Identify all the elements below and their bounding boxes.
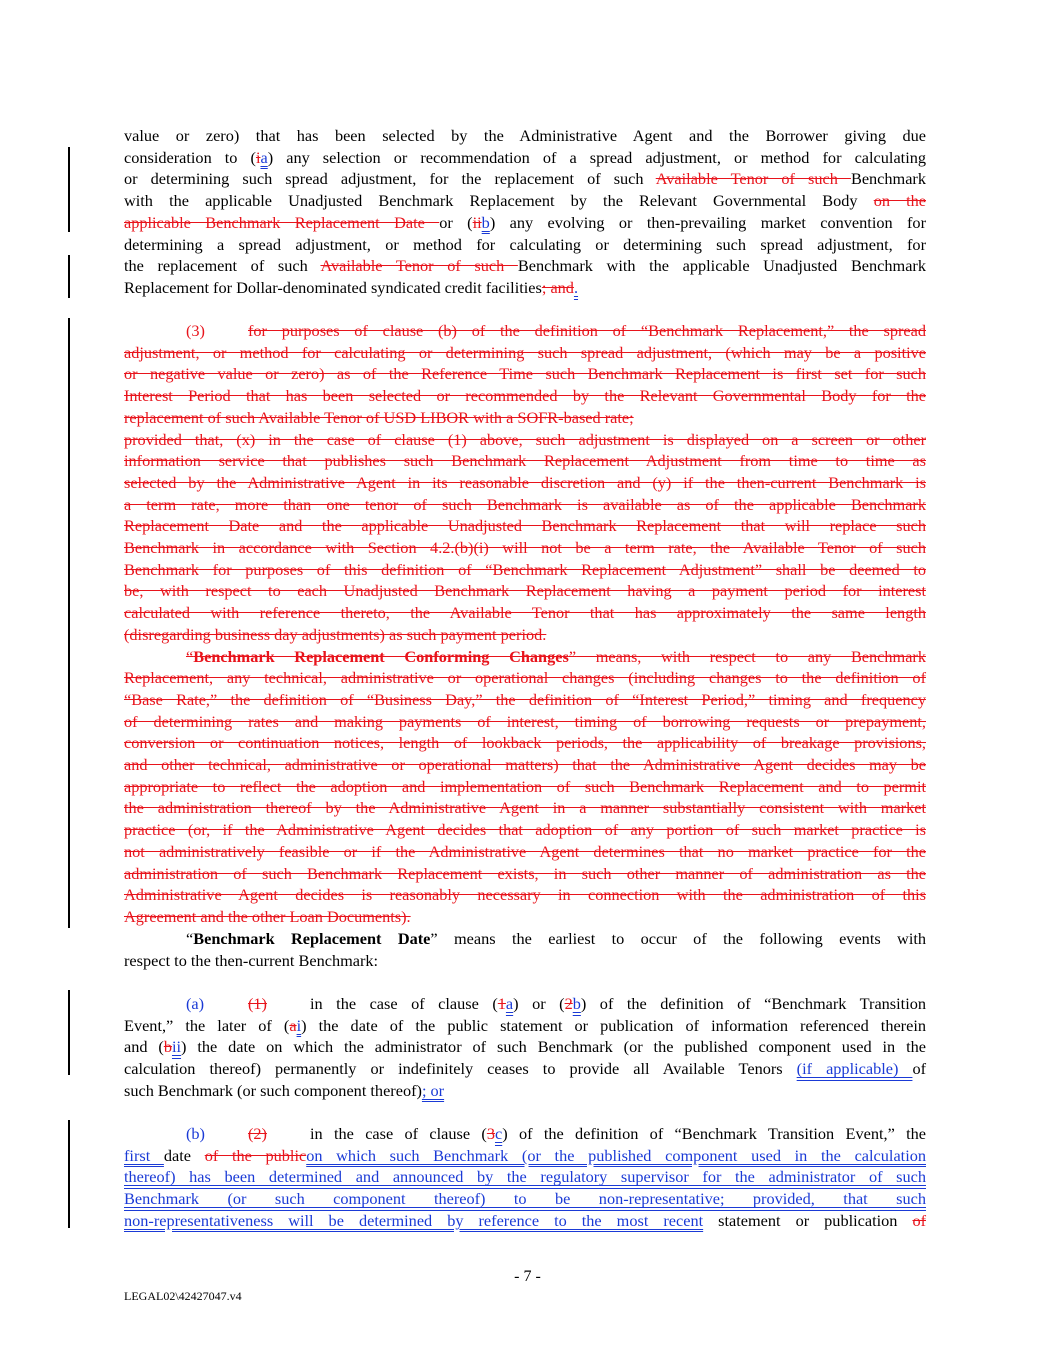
inserted-text: a	[260, 147, 268, 167]
text-line: replacement of such Available Tenor of USD LIBOR with a SOFR-based rate;	[124, 407, 634, 427]
text-line: value or zero) that has been selected by the Administrative Agent and the Borrower giving due	[124, 126, 926, 145]
text-line: or determining such spread adjustment, for the replacement of such Available Tenor of such Benchmark	[124, 169, 926, 189]
text-line: appropriate to reflect the adoption and implementation of such Benchmark Replacement and to permit	[124, 776, 926, 796]
text-line: calculation thereof) permanently or indefinitely ceases to provide all Available Tenors (if applicable) of	[124, 1059, 926, 1079]
inserted-text: .	[573, 277, 579, 297]
text-line: non-representativeness will be determined by reference to the most recent statement or publication of	[124, 1210, 926, 1230]
text-line: Administrative Agent decides is reasonably necessary in connection with the administration of this	[124, 885, 926, 905]
deleted-text: (1)	[248, 994, 267, 1013]
text-line: calculated with reference thereto, the Available Tenor that has approximately the same length	[124, 603, 926, 623]
text-line: Benchmark in accordance with Section 4.2.(b)(i) will not be a term rate, the Available Tenor of such	[124, 538, 926, 558]
text-line: the replacement of such Available Tenor of such Benchmark with the applicable Unadjusted Benchmark	[124, 256, 926, 276]
text-line: Replacement Date and the applicable Unadjusted Benchmark Replacement that will replace such	[124, 516, 926, 536]
text-line: with the applicable Unadjusted Benchmark Replacement by the Relevant Governmental Body on the	[124, 191, 926, 211]
text-line: applicable Benchmark Replacement Date or (iib) any evolving or then-prevailing market convention for	[124, 212, 926, 232]
deleted-text: a	[289, 1015, 297, 1035]
text-line: Replacement for Dollar-denominated syndicated credit facilities; and.	[124, 277, 579, 297]
text-line: determining a spread adjustment, or method for calculating or determining such spread adjustment, for	[124, 234, 926, 254]
text-line: be, with respect to each Unadjusted Benchmark Replacement having a payment period for interest	[124, 581, 926, 601]
deleted-text: b	[163, 1037, 172, 1057]
inserted-text: (if applicable)	[796, 1059, 913, 1079]
paragraph-benchmark-replacement-date	[124, 928, 926, 971]
text-line: information service that publishes such Benchmark Replacement Adjustment from time to time as	[124, 451, 926, 471]
deleted-text: 1	[497, 994, 506, 1013]
paragraph-clause-a	[124, 993, 926, 1102]
text-line: the administration thereof by the Administrative Agent in a manner substantially consistent with market	[124, 798, 926, 818]
change-bar	[68, 1120, 70, 1228]
change-bar	[68, 147, 70, 232]
text-line: first date of the publicon which such Benchmark (or the published component used in the calculation	[124, 1145, 926, 1165]
text-line: (disregarding business day adjustments) as such payment period.	[124, 624, 547, 644]
inserted-text: first	[124, 1145, 164, 1165]
text-line: or negative value or zero) as of the Reference Time such Benchmark Replacement is first set for such	[124, 364, 926, 384]
paragraph-deleted-clause-3	[124, 320, 926, 928]
text-line: “Benchmark Replacement Conforming Changes” means, with respect to any Benchmark	[186, 646, 926, 666]
change-bar	[68, 990, 70, 1075]
inserted-text: on which such Benchmark (or the published component used in the calculation	[306, 1145, 926, 1165]
inserted-text: ii	[171, 1037, 182, 1057]
text-line: a term rate, more than one tenor of such Benchmark is available as of the applicable Benchmark	[124, 494, 926, 514]
deleted-text: applicable Benchmark Replacement Date	[124, 212, 440, 232]
deleted-text: ii	[472, 212, 482, 232]
inserted-text: non-representativeness will be determined by reference to the most recent	[124, 1210, 704, 1230]
deleted-text: i	[255, 147, 261, 167]
inserted-text: Benchmark (or such component thereof) to be non-representative; provided, that such	[124, 1189, 926, 1209]
text-line: and (bii) the date on which the administrator of such Benchmark (or the published component used in the	[124, 1037, 926, 1057]
page-number: - 7 -	[514, 1268, 541, 1285]
deleted-text: Available Tenor of such	[655, 169, 851, 189]
inserted-text: (a)	[186, 994, 205, 1013]
text-line: consideration to (ia) any selection or recommendation of a spread adjustment, or method for calculating	[124, 147, 926, 167]
text-line: and other technical, administrative or operational matters) that the Administrative Agent decides may be	[124, 755, 926, 775]
text-line: of determining rates and making payments of interest, timing of borrowing requests or prepayment,	[124, 711, 926, 731]
inserted-text: thereof) has been determined and announced by the regulatory supervisor for the administrator of such	[124, 1167, 926, 1187]
deleted-text: of	[912, 1210, 926, 1230]
deleted-text: on the	[873, 191, 926, 211]
inserted-text: (b)	[186, 1124, 205, 1143]
text-line: respect to the then-current Benchmark:	[124, 950, 379, 970]
inserted-text: a	[505, 994, 514, 1013]
deleted-text: (2)	[248, 1124, 267, 1143]
inserted-text: c	[494, 1124, 503, 1143]
inserted-text: ; or	[421, 1080, 445, 1100]
change-bar	[68, 318, 70, 928]
text-line: Replacement, any technical, administrative or operational changes (including changes to the definition of	[124, 668, 926, 688]
text-line: such Benchmark (or such component thereof); or	[124, 1080, 445, 1100]
inserted-text: b	[572, 994, 581, 1013]
inserted-text: i	[296, 1015, 302, 1035]
text-line: Agreement and the other Loan Documents).	[124, 906, 411, 926]
text-line: administration of such Benchmark Replacement exists, in such other manner of administration as the	[124, 863, 926, 883]
text-line: Interest Period that has been selected or recommended by the Relevant Governmental Body for the	[124, 386, 926, 406]
text-line: Event,” the later of (ai) the date of the public statement or publication of information referenced therein	[124, 1015, 926, 1035]
text-line: adjustment, or method for calculating or determining such spread adjustment, (which may be a positive	[124, 342, 926, 362]
change-bar	[68, 255, 70, 298]
paragraph-clause-b	[124, 1123, 926, 1232]
text-line: (3) for purposes of clause (b) of the definition of “Benchmark Replacement,” the spread	[186, 321, 926, 340]
deleted-text: Available Tenor of such	[320, 256, 518, 276]
deleted-text: of the public	[204, 1145, 307, 1165]
text-line: (a) (1) in the case of clause (1a) or (2b) of the definition of “Benchmark Transition	[186, 994, 926, 1013]
text-line: conversion or continuation notices, length of lookback periods, the applicability of breakage provisions,	[124, 733, 926, 753]
document-id: LEGAL02\42427047.v4	[124, 1289, 242, 1303]
text-line: practice (or, if the Administrative Agent decides that adoption of any portion of such market practice is	[124, 820, 926, 840]
text-line: (b) (2) in the case of clause (3c) of the definition of “Benchmark Transition Event,” the	[186, 1124, 927, 1143]
inserted-text: b	[481, 212, 490, 232]
deleted-text: 3	[486, 1124, 495, 1143]
text-line: not administratively feasible or if the Administrative Agent determines that no market practice for the	[124, 841, 926, 861]
deleted-text: 2	[564, 994, 573, 1013]
text-line: “Benchmark Replacement Date” means the earliest to occur of the following events with	[186, 929, 927, 948]
text-line: Benchmark for purposes of this definition of “Benchmark Replacement Adjustment” shall be deemed to	[124, 559, 926, 579]
text-line: provided that, (x) in the case of clause (1) above, such adjustment is displayed on a screen or other	[124, 429, 926, 449]
paragraph-spread-adjustment	[124, 125, 926, 299]
deleted-text: ; and	[541, 277, 574, 297]
text-line: “Base Rate,” the definition of “Business Day,” the definition of “Interest Period,” timing and frequency	[124, 689, 926, 709]
text-line: selected by the Administrative Agent in its reasonable discretion and (y) if the then-current Benchmark is	[124, 472, 926, 492]
